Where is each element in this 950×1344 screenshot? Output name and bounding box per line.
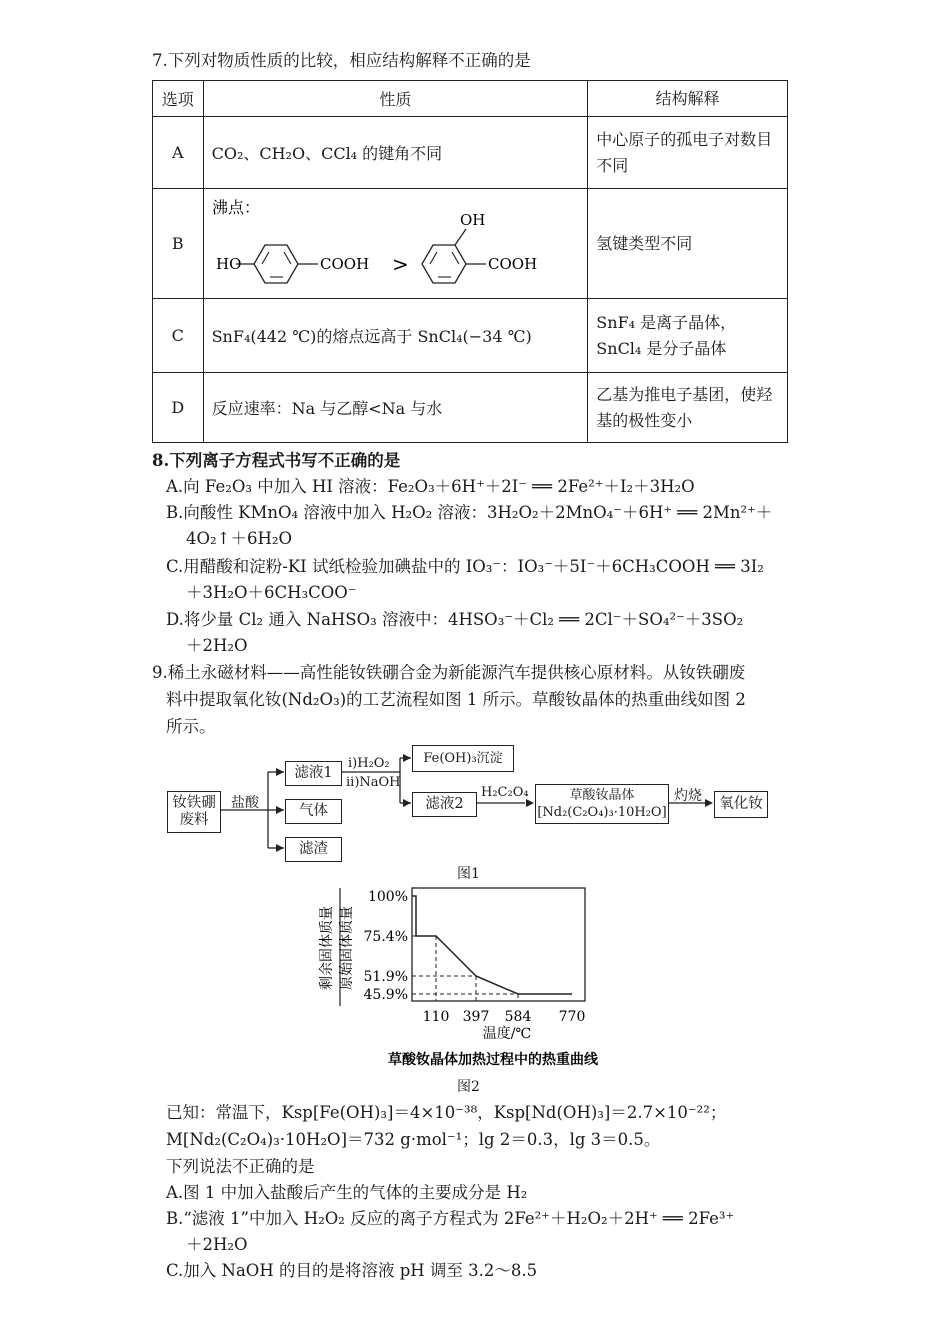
flow-box-filtrate2: 滤液2 <box>412 792 477 817</box>
row-explanation: SnF₄ 是离子晶体，SnCl₄ 是分子晶体 <box>588 299 788 373</box>
row-explanation: 中心原子的孤电子对数目不同 <box>588 117 788 189</box>
row-option: A <box>153 117 204 189</box>
y-tick-label: 100% <box>367 889 408 905</box>
q9-known-line1: 已知：常温下，Ksp[Fe(OH)₃]＝4×10⁻³⁸，Ksp[Nd(OH)₃]＝2.7×10⁻²²； <box>166 1103 727 1122</box>
q9-option-a: A.图 1 中加入盐酸后产生的气体的主要成分是 H₂ <box>166 1183 528 1202</box>
q9-option-b-line1: B.“滤液 1”中加入 H₂O₂ 反应的离子方程式为 2Fe²⁺＋H₂O₂＋2H⁺ ══ 2Fe³⁺ <box>166 1209 735 1228</box>
q8-option-b-line2: 4O₂↑＋6H₂O <box>186 529 292 548</box>
header-explanation: 结构解释 <box>588 81 788 117</box>
flow-label-step2: ii)NaOH <box>346 775 401 790</box>
plot-frame <box>412 888 585 1001</box>
row-property: 反应速率：Na 与乙醇<Na 与水 <box>203 373 588 443</box>
q8-title: 8.下列离子方程式书写不正确的是 <box>152 451 401 470</box>
q9-option-c: C.加入 NaOH 的目的是将溶液 pH 调至 3.2～8.5 <box>166 1261 538 1280</box>
q8-option-b-line1: B.向酸性 KMnO₄ 溶液中加入 H₂O₂ 溶液：3H₂O₂＋2MnO₄⁻＋6H⁺ ══ 2Mn²⁺＋ <box>166 503 773 522</box>
fig2-label: 图2 <box>457 1079 480 1095</box>
row-option: D <box>153 373 204 443</box>
flow-box-waste: 钕铁硼废料 <box>167 791 221 833</box>
row-explanation: 氢键类型不同 <box>588 189 788 299</box>
row-property: CO₂、CH₂O、CCl₄ 的键角不同 <box>203 117 588 189</box>
right-oh-label: OH <box>459 211 485 229</box>
flow-label-step1: i)H₂O₂ <box>348 756 390 771</box>
row-option: C <box>153 299 204 373</box>
q9-known-line2: M[Nd₂(C₂O₄)₃·10H₂O]＝732 g·mol⁻¹；lg 2＝0.3，lg 3＝0.5。 <box>166 1130 661 1149</box>
flow-box-gas: 气体 <box>285 799 342 824</box>
row-explanation: 乙基为推电子基团，使羟基的极性变小 <box>588 373 788 443</box>
header-property: 性质 <box>203 81 588 117</box>
y-tick-label: 51.9% <box>363 969 408 985</box>
crystal-name: 草酸钕晶体 <box>569 788 635 803</box>
fig1-label: 图1 <box>457 866 480 882</box>
flow-box-oxide: 氧化钕 <box>714 791 768 818</box>
flow-box-filtrate1: 滤液1 <box>285 761 342 786</box>
row-property: SnF₄(442 ℃)的熔点远高于 SnCl₄(−34 ℃) <box>203 299 588 373</box>
q9-question: 下列说法不正确的是 <box>166 1157 315 1176</box>
chart-title: 草酸钕晶体加热过程中的热重曲线 <box>388 1052 598 1068</box>
q9-stem-line3: 所示。 <box>166 717 216 736</box>
q8-option-d-line1: D.将少量 Cl₂ 通入 NaHSO₃ 溶液中：4HSO₃⁻＋Cl₂ ══ 2Cl⁻＋SO₄²⁻＋3SO₂ <box>166 610 744 629</box>
y-axis-label-bottom: 原始固体质量 <box>339 906 355 990</box>
x-tick-label: 770 <box>558 1009 586 1025</box>
right-cooh-label: COOH <box>487 255 537 273</box>
q7-title: 7.下列对物质性质的比较，相应结构解释不正确的是 <box>152 51 531 70</box>
y-axis-label-top: 剩余固体质量 <box>319 906 335 990</box>
left-ho-label: HO <box>215 255 241 273</box>
flow-label-hcl: 盐酸 <box>231 795 259 811</box>
y-tick-label: 45.9% <box>363 987 408 1003</box>
q9-option-b-line2: ＋2H₂O <box>186 1235 248 1254</box>
x-tick-label: 397 <box>462 1009 490 1025</box>
boiling-point-label: 沸点： <box>211 198 260 217</box>
y-tick-label: 75.4% <box>363 929 408 945</box>
q8-option-c-line1: C.用醋酸和淀粉-KI 试纸检验加碘盐中的 IO₃⁻：IO₃⁻＋5I⁻＋6CH₃COOH ══ 3I₂ <box>166 557 764 576</box>
x-tick-label: 110 <box>422 1009 450 1025</box>
q8-option-c-line2: ＋3H₂O＋6CH₃COO⁻ <box>186 583 357 602</box>
crystal-formula: [Nd₂(C₂O₄)₃·10H₂O] <box>537 805 667 820</box>
compare-sign: > <box>391 252 409 276</box>
tga-chart <box>300 880 640 1080</box>
left-cooh-label: COOH <box>319 255 369 273</box>
flow-label-reagent: H₂C₂O₄ <box>481 785 529 800</box>
x-tick-label: 584 <box>504 1009 532 1025</box>
header-option: 选项 <box>153 81 204 117</box>
row-option: B <box>153 189 204 299</box>
flow-box-precipitate: Fe(OH)₃沉淀 <box>412 745 514 772</box>
flow-box-residue: 滤渣 <box>285 837 342 862</box>
flow-box-crystal <box>535 784 669 824</box>
flow-label-calcine: 灼烧 <box>674 788 702 804</box>
x-axis-label: 温度/℃ <box>482 1026 532 1042</box>
q8-option-a: A.向 Fe₂O₃ 中加入 HI 溶液：Fe₂O₃＋6H⁺＋2I⁻ ══ 2Fe²⁺＋I₂＋3H₂O <box>166 477 695 496</box>
q9-stem-line2: 料中提取氧化钕(Nd₂O₃)的工艺流程如图 1 所示。草酸钕晶体的热重曲线如图 2 <box>166 690 746 709</box>
q9-stem-line1: 9.稀土永磁材料——高性能钕铁硼合金为新能源汽车提供核心原材料。从钕铁硼废 <box>152 663 746 682</box>
q8-option-d-line2: ＋2H₂O <box>186 636 248 655</box>
